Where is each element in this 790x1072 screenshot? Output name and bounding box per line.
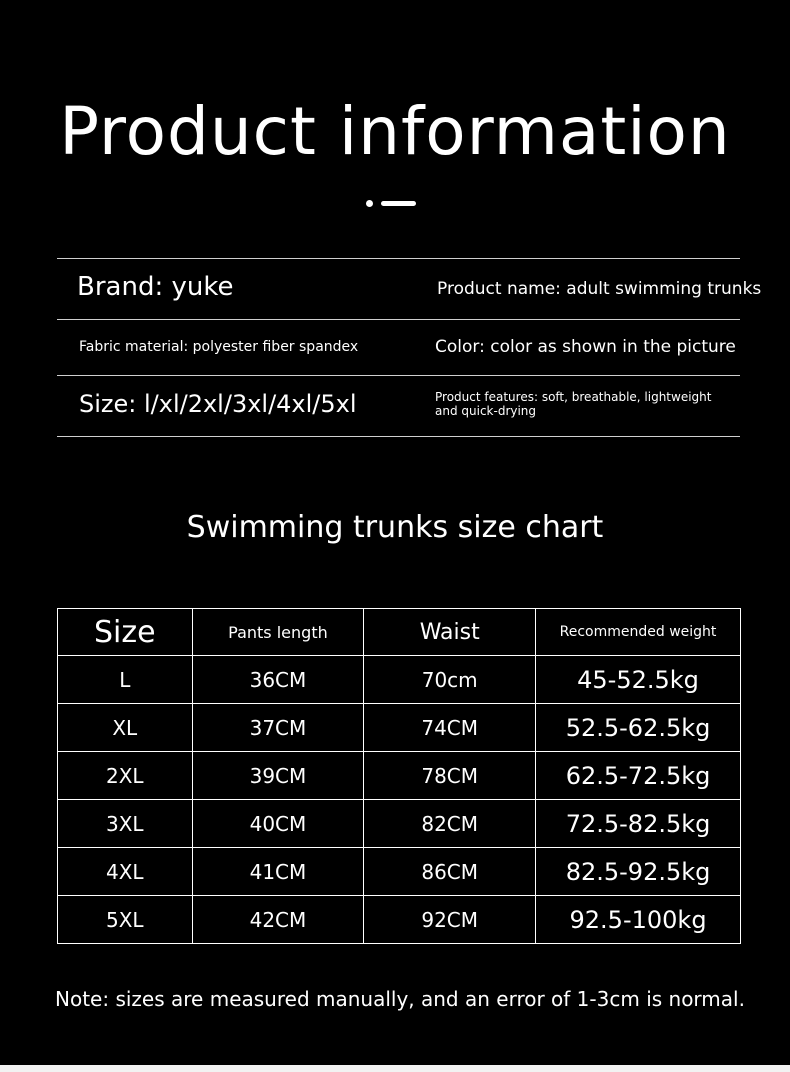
weight-cell: 45-52.5kg — [536, 656, 741, 704]
info-divider-top — [57, 258, 740, 259]
features-label: Product features: — [435, 390, 538, 404]
table-row — [58, 656, 741, 704]
color-info — [435, 337, 736, 357]
table-row — [58, 752, 741, 800]
info-divider-bottom — [57, 436, 740, 437]
brand-value: yuke — [171, 272, 234, 302]
size-cell: 3XL — [58, 800, 193, 848]
size-cell: 5XL — [58, 896, 193, 944]
title-dash-decoration — [381, 201, 416, 206]
weight-cell: 72.5-82.5kg — [536, 800, 741, 848]
header-size: Size — [58, 609, 193, 656]
title-dot-decoration — [366, 200, 373, 207]
length-cell: 37CM — [192, 704, 364, 752]
size-cell: XL — [58, 704, 193, 752]
product-name-value: adult swimming trunks — [566, 279, 762, 299]
header-waist: Waist — [364, 609, 536, 656]
size-cell: 2XL — [58, 752, 193, 800]
fabric-info — [79, 339, 358, 355]
table-row — [58, 704, 741, 752]
brand-info — [77, 272, 233, 302]
info-divider-1 — [57, 319, 740, 320]
fabric-label: Fabric material: — [79, 339, 189, 355]
waist-cell: 82CM — [364, 800, 536, 848]
measurement-note: Note: sizes are measured manually, and an error of 1-3cm is normal. — [55, 987, 745, 1011]
length-cell: 40CM — [192, 800, 364, 848]
color-label: Color: — [435, 337, 485, 357]
page-title: Product information — [59, 93, 731, 170]
weight-cell: 52.5-62.5kg — [536, 704, 741, 752]
length-cell: 41CM — [192, 848, 364, 896]
product-name-label: Product name: — [437, 279, 561, 299]
size-cell: L — [58, 656, 193, 704]
header-recommended-weight: Recommended weight — [536, 609, 741, 656]
weight-cell: 92.5-100kg — [536, 896, 741, 944]
length-cell: 36CM — [192, 656, 364, 704]
fabric-value: polyester fiber spandex — [192, 339, 359, 355]
waist-cell: 78CM — [364, 752, 536, 800]
waist-cell: 92CM — [364, 896, 536, 944]
size-chart-table — [57, 608, 741, 944]
table-row — [58, 896, 741, 944]
waist-cell: 70cm — [364, 656, 536, 704]
size-info — [79, 390, 357, 418]
color-value: color as shown in the picture — [490, 337, 736, 357]
info-divider-2 — [57, 375, 740, 376]
product-name-info — [437, 279, 761, 299]
length-cell: 42CM — [192, 896, 364, 944]
features-info — [435, 390, 735, 418]
table-header-row — [58, 609, 741, 656]
features-value: soft, breathable, lightweight and quick-drying — [435, 390, 712, 418]
size-chart-title: Swimming trunks size chart — [186, 510, 604, 545]
size-label: Size: — [79, 390, 137, 418]
table-row — [58, 848, 741, 896]
size-cell: 4XL — [58, 848, 193, 896]
brand-label: Brand: — [77, 272, 164, 302]
weight-cell: 62.5-72.5kg — [536, 752, 741, 800]
header-pants-length: Pants length — [192, 609, 364, 656]
waist-cell: 74CM — [364, 704, 536, 752]
table-row — [58, 800, 741, 848]
length-cell: 39CM — [192, 752, 364, 800]
weight-cell: 82.5-92.5kg — [536, 848, 741, 896]
waist-cell: 86CM — [364, 848, 536, 896]
bottom-edge-strip — [0, 1065, 790, 1072]
size-value: l/xl/2xl/3xl/4xl/5xl — [144, 390, 357, 418]
